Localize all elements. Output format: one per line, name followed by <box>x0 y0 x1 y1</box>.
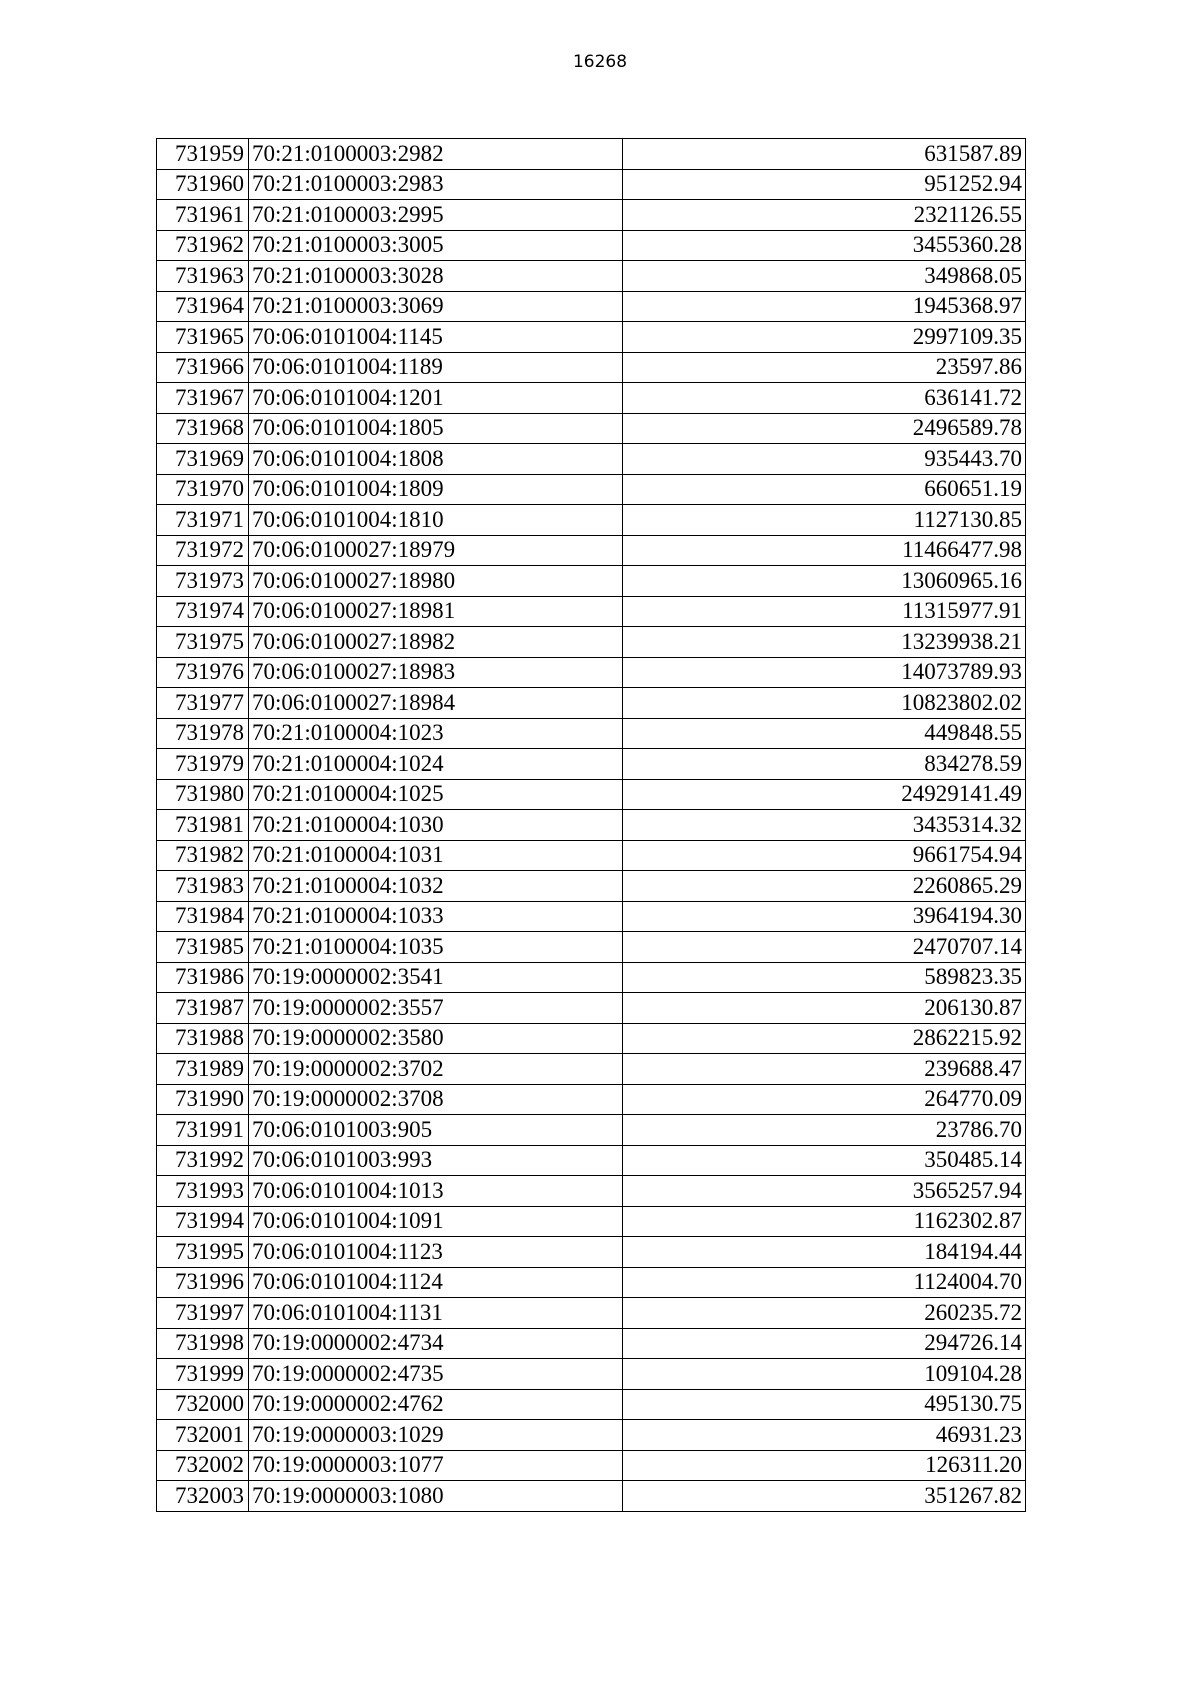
cadastral-value-cell: 935443.70 <box>623 444 1026 475</box>
table-row <box>157 1328 1026 1359</box>
cadastral-value-cell: 13239938.21 <box>623 627 1026 658</box>
cadastral-value-cell: 1124004.70 <box>623 1267 1026 1298</box>
cadastral-value-cell: 636141.72 <box>623 383 1026 414</box>
cadastral-number-cell: 70:06:0100027:18984 <box>249 688 623 719</box>
cadastral-value-cell: 9661754.94 <box>623 840 1026 871</box>
cadastral-number-cell: 70:21:0100004:1035 <box>249 932 623 963</box>
cadastral-number-cell: 70:19:0000002:4735 <box>249 1359 623 1390</box>
page-number: 16268 <box>572 52 628 72</box>
cadastral-value-cell: 46931.23 <box>623 1420 1026 1451</box>
table-row <box>157 1237 1026 1268</box>
table-row <box>157 1176 1026 1207</box>
cadastral-value-cell: 351267.82 <box>623 1481 1026 1512</box>
table-row <box>157 1267 1026 1298</box>
table-row <box>157 1298 1026 1329</box>
row-number-cell: 732000 <box>157 1389 249 1420</box>
cadastral-number-cell: 70:19:0000003:1077 <box>249 1450 623 1481</box>
row-number-cell: 731975 <box>157 627 249 658</box>
cadastral-value-cell: 2997109.35 <box>623 322 1026 353</box>
row-number-cell: 731987 <box>157 993 249 1024</box>
cadastral-value-cell: 1945368.97 <box>623 291 1026 322</box>
table-row <box>157 1145 1026 1176</box>
row-number-cell: 731984 <box>157 901 249 932</box>
row-number-cell: 731986 <box>157 962 249 993</box>
cadastral-value-cell: 2321126.55 <box>623 200 1026 231</box>
row-number-cell: 731988 <box>157 1023 249 1054</box>
row-number-cell: 731961 <box>157 200 249 231</box>
cadastral-number-cell: 70:06:0100027:18979 <box>249 535 623 566</box>
cadastral-number-cell: 70:21:0100004:1031 <box>249 840 623 871</box>
cadastral-value-cell: 260235.72 <box>623 1298 1026 1329</box>
cadastral-value-cell: 350485.14 <box>623 1145 1026 1176</box>
cadastral-number-cell: 70:06:0100027:18983 <box>249 657 623 688</box>
cadastral-value-cell: 239688.47 <box>623 1054 1026 1085</box>
table-row <box>157 139 1026 170</box>
cadastral-value-cell: 3565257.94 <box>623 1176 1026 1207</box>
cadastral-number-cell: 70:21:0100003:2982 <box>249 139 623 170</box>
cadastral-number-cell: 70:21:0100004:1023 <box>249 718 623 749</box>
row-number-cell: 731995 <box>157 1237 249 1268</box>
table-row <box>157 322 1026 353</box>
cadastral-number-cell: 70:06:0101004:1145 <box>249 322 623 353</box>
cadastral-number-cell: 70:06:0100027:18980 <box>249 566 623 597</box>
row-number-cell: 731976 <box>157 657 249 688</box>
cadastral-number-cell: 70:06:0101004:1805 <box>249 413 623 444</box>
cadastral-number-cell: 70:19:0000002:3580 <box>249 1023 623 1054</box>
cadastral-number-cell: 70:06:0101004:1123 <box>249 1237 623 1268</box>
cadastral-number-cell: 70:06:0101004:1131 <box>249 1298 623 1329</box>
cadastral-number-cell: 70:19:0000002:3557 <box>249 993 623 1024</box>
cadastral-number-cell: 70:19:0000002:3541 <box>249 962 623 993</box>
row-number-cell: 731960 <box>157 169 249 200</box>
cadastral-number-cell: 70:21:0100004:1030 <box>249 810 623 841</box>
cadastral-number-cell: 70:21:0100003:3069 <box>249 291 623 322</box>
cadastral-number-cell: 70:19:0000002:3702 <box>249 1054 623 1085</box>
row-number-cell: 731990 <box>157 1084 249 1115</box>
row-number-cell: 731959 <box>157 139 249 170</box>
cadastral-number-cell: 70:21:0100004:1024 <box>249 749 623 780</box>
cadastral-value-cell: 495130.75 <box>623 1389 1026 1420</box>
table-row <box>157 1450 1026 1481</box>
table-row <box>157 505 1026 536</box>
cadastral-value-cell: 109104.28 <box>623 1359 1026 1390</box>
row-number-cell: 731991 <box>157 1115 249 1146</box>
table-row <box>157 261 1026 292</box>
table-row <box>157 901 1026 932</box>
row-number-cell: 732003 <box>157 1481 249 1512</box>
cadastral-number-cell: 70:21:0100004:1025 <box>249 779 623 810</box>
cadastral-value-cell: 11315977.91 <box>623 596 1026 627</box>
cadastral-value-cell: 3435314.32 <box>623 810 1026 841</box>
cadastral-value-cell: 126311.20 <box>623 1450 1026 1481</box>
cadastral-value-cell: 2470707.14 <box>623 932 1026 963</box>
row-number-cell: 731979 <box>157 749 249 780</box>
table-row <box>157 1084 1026 1115</box>
cadastral-number-cell: 70:06:0101004:1201 <box>249 383 623 414</box>
row-number-cell: 731971 <box>157 505 249 536</box>
cadastral-number-cell: 70:06:0101003:993 <box>249 1145 623 1176</box>
cadastral-value-cell: 631587.89 <box>623 139 1026 170</box>
cadastral-number-cell: 70:19:0000002:3708 <box>249 1084 623 1115</box>
cadastral-value-cell: 589823.35 <box>623 962 1026 993</box>
table-row <box>157 962 1026 993</box>
table-row <box>157 1359 1026 1390</box>
cadastral-value-cell: 449848.55 <box>623 718 1026 749</box>
table-row <box>157 657 1026 688</box>
table-row <box>157 688 1026 719</box>
row-number-cell: 731980 <box>157 779 249 810</box>
table-row <box>157 810 1026 841</box>
row-number-cell: 731998 <box>157 1328 249 1359</box>
cadastral-value-cell: 206130.87 <box>623 993 1026 1024</box>
cadastral-value-cell: 3964194.30 <box>623 901 1026 932</box>
row-number-cell: 731999 <box>157 1359 249 1390</box>
cadastral-value-cell: 2260865.29 <box>623 871 1026 902</box>
cadastral-number-cell: 70:06:0100027:18982 <box>249 627 623 658</box>
row-number-cell: 731967 <box>157 383 249 414</box>
cadastral-number-cell: 70:06:0101003:905 <box>249 1115 623 1146</box>
row-number-cell: 731983 <box>157 871 249 902</box>
cadastral-number-cell: 70:06:0101004:1809 <box>249 474 623 505</box>
table-row <box>157 474 1026 505</box>
table-row <box>157 840 1026 871</box>
cadastral-number-cell: 70:06:0101004:1189 <box>249 352 623 383</box>
table-row <box>157 352 1026 383</box>
cadastral-value-cell: 834278.59 <box>623 749 1026 780</box>
row-number-cell: 731968 <box>157 413 249 444</box>
row-number-cell: 732001 <box>157 1420 249 1451</box>
table-row <box>157 1420 1026 1451</box>
cadastral-number-cell: 70:06:0101004:1810 <box>249 505 623 536</box>
cadastral-value-cell: 14073789.93 <box>623 657 1026 688</box>
row-number-cell: 731985 <box>157 932 249 963</box>
cadastral-value-cell: 3455360.28 <box>623 230 1026 261</box>
row-number-cell: 731963 <box>157 261 249 292</box>
table-row <box>157 871 1026 902</box>
table-row <box>157 1023 1026 1054</box>
row-number-cell: 731966 <box>157 352 249 383</box>
row-number-cell: 731981 <box>157 810 249 841</box>
cadastral-number-cell: 70:21:0100003:3028 <box>249 261 623 292</box>
cadastral-value-cell: 184194.44 <box>623 1237 1026 1268</box>
row-number-cell: 731982 <box>157 840 249 871</box>
row-number-cell: 731989 <box>157 1054 249 1085</box>
table-row <box>157 230 1026 261</box>
table-row <box>157 444 1026 475</box>
table-row <box>157 749 1026 780</box>
cadastral-number-cell: 70:06:0101004:1013 <box>249 1176 623 1207</box>
table-row <box>157 1389 1026 1420</box>
row-number-cell: 731993 <box>157 1176 249 1207</box>
row-number-cell: 731996 <box>157 1267 249 1298</box>
table-row <box>157 627 1026 658</box>
cadastral-number-cell: 70:21:0100004:1033 <box>249 901 623 932</box>
table-row <box>157 1206 1026 1237</box>
table-row <box>157 1481 1026 1512</box>
cadastral-value-cell: 660651.19 <box>623 474 1026 505</box>
cadastral-number-cell: 70:19:0000003:1029 <box>249 1420 623 1451</box>
table-body <box>157 139 1026 1512</box>
cadastral-value-cell: 24929141.49 <box>623 779 1026 810</box>
table-row <box>157 1054 1026 1085</box>
row-number-cell: 731978 <box>157 718 249 749</box>
cadastral-number-cell: 70:21:0100003:2983 <box>249 169 623 200</box>
table-row <box>157 535 1026 566</box>
row-number-cell: 731970 <box>157 474 249 505</box>
cadastral-value-cell: 1127130.85 <box>623 505 1026 536</box>
table-row <box>157 932 1026 963</box>
row-number-cell: 731969 <box>157 444 249 475</box>
cadastral-value-cell: 2862215.92 <box>623 1023 1026 1054</box>
table-row <box>157 169 1026 200</box>
cadastral-number-cell: 70:21:0100003:2995 <box>249 200 623 231</box>
cadastral-value-cell: 951252.94 <box>623 169 1026 200</box>
table-row <box>157 200 1026 231</box>
cadastral-value-cell: 349868.05 <box>623 261 1026 292</box>
cadastral-number-cell: 70:19:0000003:1080 <box>249 1481 623 1512</box>
cadastral-value-cell: 11466477.98 <box>623 535 1026 566</box>
cadastral-number-cell: 70:21:0100004:1032 <box>249 871 623 902</box>
cadastral-value-cell: 2496589.78 <box>623 413 1026 444</box>
row-number-cell: 731973 <box>157 566 249 597</box>
cadastral-number-cell: 70:21:0100003:3005 <box>249 230 623 261</box>
row-number-cell: 731994 <box>157 1206 249 1237</box>
cadastral-value-cell: 23597.86 <box>623 352 1026 383</box>
table-row <box>157 291 1026 322</box>
cadastral-number-cell: 70:06:0100027:18981 <box>249 596 623 627</box>
table-row <box>157 1115 1026 1146</box>
cadastral-number-cell: 70:19:0000002:4762 <box>249 1389 623 1420</box>
row-number-cell: 731997 <box>157 1298 249 1329</box>
cadastral-value-cell: 13060965.16 <box>623 566 1026 597</box>
row-number-cell: 731964 <box>157 291 249 322</box>
table-row <box>157 383 1026 414</box>
cadastral-number-cell: 70:06:0101004:1808 <box>249 444 623 475</box>
row-number-cell: 731992 <box>157 1145 249 1176</box>
cadastral-number-cell: 70:06:0101004:1091 <box>249 1206 623 1237</box>
table-row <box>157 779 1026 810</box>
cadastral-number-cell: 70:19:0000002:4734 <box>249 1328 623 1359</box>
cadastral-value-cell: 264770.09 <box>623 1084 1026 1115</box>
table-row <box>157 596 1026 627</box>
row-number-cell: 731977 <box>157 688 249 719</box>
cadastral-number-cell: 70:06:0101004:1124 <box>249 1267 623 1298</box>
table-row <box>157 566 1026 597</box>
row-number-cell: 731974 <box>157 596 249 627</box>
row-number-cell: 731972 <box>157 535 249 566</box>
row-number-cell: 732002 <box>157 1450 249 1481</box>
cadastral-value-table <box>156 138 1026 1512</box>
cadastral-value-cell: 1162302.87 <box>623 1206 1026 1237</box>
table-row <box>157 993 1026 1024</box>
cadastral-value-cell: 23786.70 <box>623 1115 1026 1146</box>
row-number-cell: 731965 <box>157 322 249 353</box>
cadastral-value-cell: 294726.14 <box>623 1328 1026 1359</box>
cadastral-value-cell: 10823802.02 <box>623 688 1026 719</box>
table-row <box>157 413 1026 444</box>
table-row <box>157 718 1026 749</box>
row-number-cell: 731962 <box>157 230 249 261</box>
